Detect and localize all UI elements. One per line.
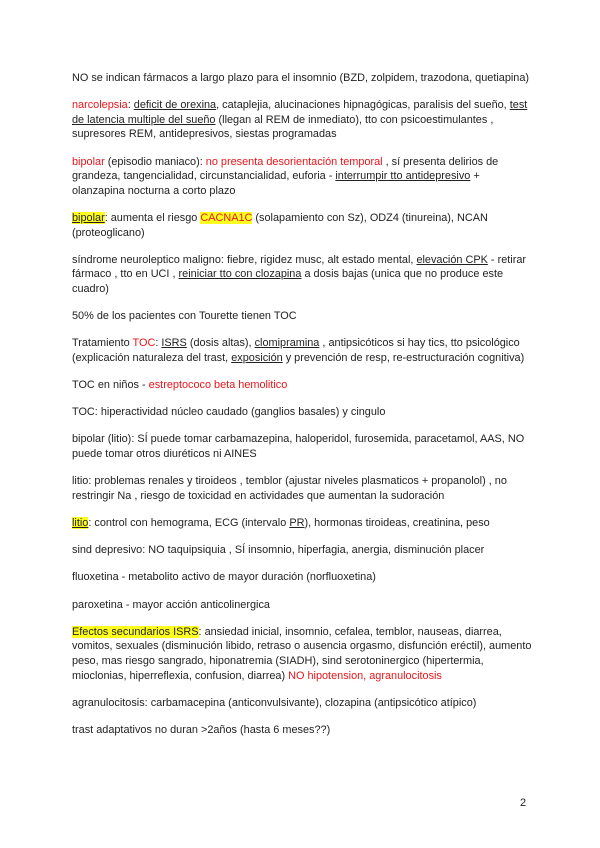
page-number: 2 [520, 797, 527, 809]
paragraph-agranulocitosis [72, 696, 534, 711]
text-segment: TOC en niños - [72, 379, 149, 392]
paragraph-insomnio [72, 71, 534, 86]
text-segment: clomipramina [254, 337, 320, 350]
paragraph-efectos-isrs [72, 625, 534, 683]
text-segment: 50% de los pacientes con Tourette tienen TOC [72, 310, 297, 323]
text-segment: : control con hemograma, ECG (intervalo [88, 517, 290, 529]
text-segment: , cataplejia, alucinaciones hipnagógicas, paralisis del sueño, [216, 99, 510, 112]
text-segment: TOC [132, 337, 156, 350]
text-segment: bipolar [72, 155, 105, 168]
text-segment: reiniciar tto con clozapina [178, 268, 302, 281]
text-segment: trast adaptativos no duran >2años (hasta 6 meses??) [72, 723, 331, 736]
text-segment: Efectos secundarios ISRS [72, 625, 199, 638]
text-segment: , sí presenta delirios de grandeza, tangencialidad, circunstancialidad, euforia - [72, 155, 499, 183]
text-segment: (dosis altas), [186, 337, 255, 350]
paragraph-tourette [72, 309, 534, 324]
text-segment: , antipsicóticos si hay tics, tto psicológico (explicación naturaleza del trast, [72, 337, 520, 364]
text-segment: litio [72, 517, 89, 529]
paragraph-litio-control [72, 516, 534, 531]
text-segment: paroxetina - mayor acción anticolinergica [72, 598, 270, 611]
paragraph-narcolepsia [72, 98, 534, 142]
text-segment: no presenta desorientación temporal [205, 155, 383, 168]
text-segment: bipolar (litio): SÍ puede tomar carbamazepina, haloperidol, furosemida, paracetamol, AAS, NO puede tomar otros diuréticos ni AINES [72, 433, 525, 461]
text-segment: (episodio maniaco): [104, 155, 206, 168]
paragraph-bipolar-genes [72, 211, 534, 240]
text-segment: - retirar fármaco , tto en UCI , [72, 253, 527, 281]
text-segment: estreptococo beta hemolitico [148, 379, 288, 392]
text-segment: exposición [231, 351, 283, 364]
text-segment: litio: problemas renales y tiroideos , temblor (ajustar niveles plasmaticos + propanolol) , no restringir Na , riesgo de toxicidad en actividades que aumentan la sudoración [72, 475, 507, 502]
text-segment: : ansiedad inicial, insomnio, cefalea, temblor, nauseas, diarrea, vomitos, sexuales (disminución libido, retraso o ausencia orgasmo, disfunción eréctil), aumento peso, mas riesgo sangrado, hiponatremia (SIADH), sind serotoninergico (hipertermia, mioclonias, hiperreflexia, confusion, diarrea) [72, 625, 532, 682]
text-segment: y prevención de resp, re-estructuración cognitiva) [282, 351, 525, 364]
paragraph-trast-adaptativos [72, 723, 534, 738]
text-segment: fluoxetina - metabolito activo de mayor duración (norfluoxetina) [72, 571, 376, 584]
paragraph-tratamiento-toc [72, 336, 534, 365]
text-segment: test de latencia multiple del sueño [72, 99, 528, 126]
text-segment: ISRS [161, 337, 187, 350]
text-segment: Tratamiento [72, 337, 133, 350]
paragraph-bipolar-maniaco [72, 155, 534, 199]
text-segment: ), hormonas tiroideas, creatinina, peso [304, 517, 490, 529]
text-segment: agranulocitosis: carbamacepina (anticonvulsivante), clozapina (antipsicótico atípico) [72, 696, 477, 709]
paragraph-litio-problemas [72, 474, 534, 503]
paragraph-fluoxetina [72, 570, 534, 585]
paragraph-toc-hiperactividad [72, 405, 534, 420]
text-segment: + olanzapina nocturna a corto plazo [72, 170, 480, 197]
text-segment: NO se indican fármacos a largo plazo para el insomnio (BZD, zolpidem, trazodona, quetiapina) [72, 72, 530, 84]
page-content [72, 71, 534, 750]
text-segment: : aumenta el riesgo [104, 211, 201, 224]
paragraph-sindrome-neuroleptico [72, 253, 534, 297]
text-segment: CACNA1C [200, 211, 253, 224]
text-segment: TOC: hiperactividad núcleo caudado (ganglios basales) y cingulo [72, 406, 386, 419]
text-segment: bipolar [72, 211, 105, 224]
text-segment: interrumpir tto antidepresivo [335, 170, 471, 183]
paragraph-bipolar-litio [72, 432, 534, 461]
text-segment: narcolepsia [72, 99, 128, 112]
text-segment: sind depresivo: NO taquipsiquia , SÍ insomnio, hiperfagia, anergia, disminución placer [72, 544, 485, 557]
text-segment: síndrome neuroleptico maligno: fiebre, rigidez musc, alt estado mental, [72, 253, 417, 266]
text-segment: elevación CPK [416, 253, 488, 266]
text-segment: : [127, 99, 134, 112]
text-segment: PR [289, 517, 305, 529]
text-segment: a dosis bajas (unica que no produce este cuadro) [72, 268, 504, 295]
text-segment: (llegan al REM de inmediato), tto con psicoestimulantes , supresores REM, antidepresivos, siestas programadas [72, 113, 494, 141]
text-segment: (solapamiento con Sz), ODZ4 (tinureina), NCAN (proteoglicano) [72, 211, 488, 239]
paragraph-sind-depresivo [72, 543, 534, 558]
paragraph-toc-ninos [72, 378, 534, 393]
text-segment: NO hipotension, agranulocitosis [288, 669, 442, 682]
text-segment: deficit de orexina [133, 99, 217, 112]
paragraph-paroxetina [72, 598, 534, 613]
text-segment: : [155, 337, 162, 350]
